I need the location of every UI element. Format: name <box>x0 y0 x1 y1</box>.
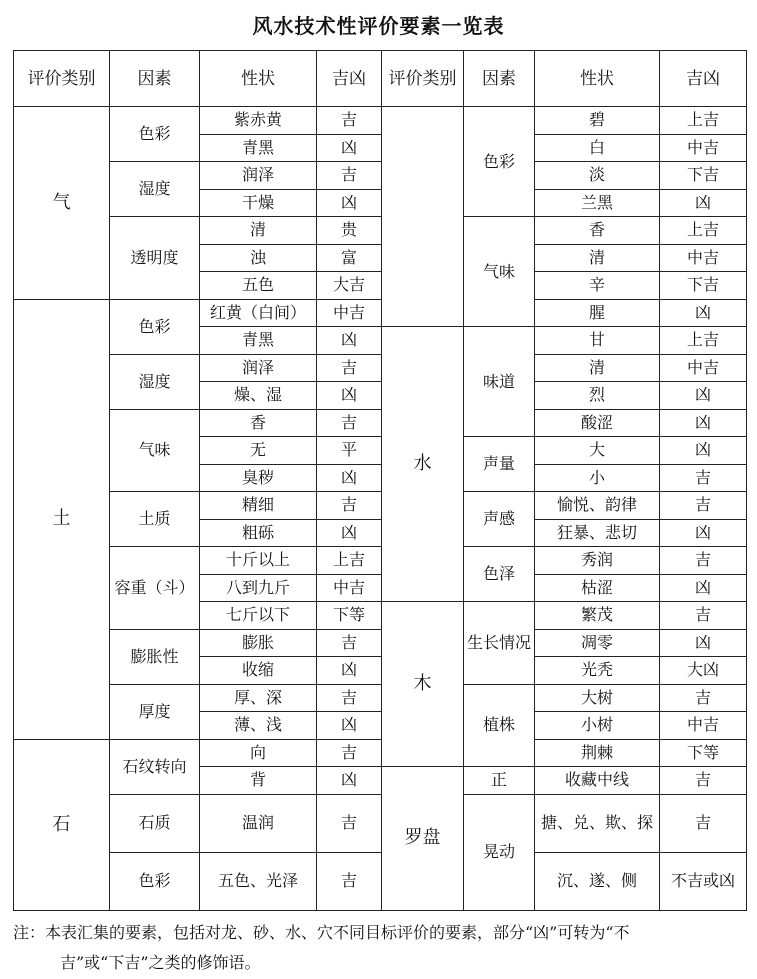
trait-cell: 浊 <box>200 244 317 272</box>
trait-cell: 甘 <box>535 327 660 355</box>
trait-cell: 大树 <box>535 684 660 712</box>
trait-cell: 五色、光泽 <box>200 852 317 910</box>
factor-cell: 声量 <box>464 437 535 492</box>
trait-cell: 枯涩 <box>535 574 660 602</box>
fortune-cell: 平 <box>317 437 382 465</box>
table-row <box>14 629 747 657</box>
fortune-cell: 吉 <box>317 739 382 767</box>
factor-cell: 湿度 <box>110 354 200 409</box>
factor-cell: 石质 <box>110 794 200 852</box>
trait-cell: 淡 <box>535 162 660 190</box>
header-trait: 性状 <box>535 51 660 107</box>
fortune-cell: 中吉 <box>660 244 747 272</box>
trait-cell: 粗砾 <box>200 519 317 547</box>
factor-cell: 色彩 <box>110 107 200 162</box>
factor-cell: 容重（斗） <box>110 547 200 630</box>
table-row <box>14 107 747 135</box>
trait-cell: 温润 <box>200 794 317 852</box>
fortune-cell: 上吉 <box>660 327 747 355</box>
trait-cell: 小 <box>535 464 660 492</box>
fortune-cell: 下吉 <box>660 162 747 190</box>
trait-cell: 收藏中线 <box>535 767 660 795</box>
table-row <box>14 299 747 327</box>
table-row <box>14 547 747 575</box>
trait-cell: 狂暴、悲切 <box>535 519 660 547</box>
trait-cell: 背 <box>200 767 317 795</box>
fortune-cell: 凶 <box>660 437 747 465</box>
fortune-cell: 吉 <box>317 162 382 190</box>
fortune-cell: 凶 <box>317 657 382 685</box>
factor-cell: 气味 <box>110 409 200 492</box>
trait-cell: 愉悦、韵律 <box>535 492 660 520</box>
trait-cell: 酸涩 <box>535 409 660 437</box>
factor-cell: 透明度 <box>110 217 200 300</box>
fortune-cell: 凶 <box>660 189 747 217</box>
trait-cell: 大 <box>535 437 660 465</box>
trait-cell: 润泽 <box>200 162 317 190</box>
fortune-cell: 中吉 <box>660 134 747 162</box>
fortune-cell: 吉 <box>660 794 747 852</box>
header-category: 评价类别 <box>382 51 464 107</box>
factor-cell: 土质 <box>110 492 200 547</box>
header-factor: 因素 <box>464 51 535 107</box>
factor-cell: 厚度 <box>110 684 200 739</box>
trait-cell: 燥、湿 <box>200 382 317 410</box>
fortune-cell: 吉 <box>660 492 747 520</box>
trait-cell: 清 <box>535 244 660 272</box>
trait-cell: 碧 <box>535 107 660 135</box>
trait-cell: 香 <box>200 409 317 437</box>
trait-cell: 干燥 <box>200 189 317 217</box>
factor-cell: 色彩 <box>110 299 200 354</box>
fortune-cell: 大凶 <box>660 657 747 685</box>
fortune-cell: 凶 <box>660 382 747 410</box>
trait-cell: 薄、浅 <box>200 712 317 740</box>
fortune-cell: 吉 <box>317 492 382 520</box>
fortune-cell: 凶 <box>317 519 382 547</box>
trait-cell: 润泽 <box>200 354 317 382</box>
table-row <box>14 684 747 712</box>
factor-cell: 色彩 <box>110 852 200 910</box>
trait-cell: 厚、深 <box>200 684 317 712</box>
fortune-cell: 大吉 <box>317 272 382 300</box>
category-cell: 土 <box>14 299 110 739</box>
category-cell: 石 <box>14 739 110 910</box>
fortune-cell: 下等 <box>317 602 382 630</box>
fortune-cell: 凶 <box>317 382 382 410</box>
fortune-cell: 下吉 <box>660 272 747 300</box>
trait-cell: 白 <box>535 134 660 162</box>
table-row <box>14 217 747 245</box>
factor-cell: 色泽 <box>464 547 535 602</box>
fortune-cell: 凶 <box>660 574 747 602</box>
table-row <box>14 492 747 520</box>
fortune-cell: 吉 <box>317 354 382 382</box>
fortune-cell: 下等 <box>660 739 747 767</box>
fortune-cell: 上吉 <box>317 547 382 575</box>
category-cell: 水 <box>382 327 464 602</box>
header-fortune: 吉凶 <box>660 51 747 107</box>
fortune-cell: 吉 <box>660 767 747 795</box>
trait-cell: 七斤以下 <box>200 602 317 630</box>
fortune-cell: 凶 <box>317 767 382 795</box>
trait-cell: 紫赤黄 <box>200 107 317 135</box>
fortune-cell: 凶 <box>317 189 382 217</box>
fortune-cell: 中吉 <box>660 354 747 382</box>
footnote <box>13 918 743 978</box>
category-cell: 罗盘 <box>382 767 464 911</box>
table-row <box>14 739 747 767</box>
factor-cell: 声感 <box>464 492 535 547</box>
footnote-line-2: 吉”或“下吉”之类的修饰语。 <box>60 953 261 972</box>
trait-cell: 膨胀 <box>200 629 317 657</box>
trait-cell: 青黑 <box>200 134 317 162</box>
header-fortune: 吉凶 <box>317 51 382 107</box>
table-row <box>14 852 747 910</box>
header-row <box>14 51 747 107</box>
factor-cell: 晃动 <box>464 794 535 910</box>
fortune-cell: 吉 <box>317 629 382 657</box>
category-cell: 木 <box>382 602 464 767</box>
evaluation-table <box>13 50 747 911</box>
fortune-cell: 吉 <box>660 547 747 575</box>
factor-cell: 生长情况 <box>464 602 535 685</box>
trait-cell: 小树 <box>535 712 660 740</box>
trait-cell: 香 <box>535 217 660 245</box>
trait-cell: 腥 <box>535 299 660 327</box>
factor-cell: 正 <box>464 767 535 795</box>
trait-cell: 清 <box>200 217 317 245</box>
fortune-cell: 吉 <box>317 409 382 437</box>
trait-cell: 八到九斤 <box>200 574 317 602</box>
fortune-cell: 凶 <box>317 712 382 740</box>
fortune-cell: 上吉 <box>660 107 747 135</box>
trait-cell: 清 <box>535 354 660 382</box>
fortune-cell: 凶 <box>660 519 747 547</box>
fortune-cell: 中吉 <box>660 712 747 740</box>
factor-cell: 气味 <box>464 217 535 327</box>
trait-cell: 凋零 <box>535 629 660 657</box>
trait-cell: 荆棘 <box>535 739 660 767</box>
fortune-cell: 富 <box>317 244 382 272</box>
trait-cell: 十斤以上 <box>200 547 317 575</box>
factor-cell: 石纹转向 <box>110 739 200 794</box>
header-category: 评价类别 <box>14 51 110 107</box>
fortune-cell: 贵 <box>317 217 382 245</box>
trait-cell: 烈 <box>535 382 660 410</box>
fortune-cell: 吉 <box>317 852 382 910</box>
trait-cell: 沉、遂、侧 <box>535 852 660 910</box>
table-row <box>14 162 747 190</box>
trait-cell: 秀润 <box>535 547 660 575</box>
factor-cell: 湿度 <box>110 162 200 217</box>
fortune-cell: 不吉或凶 <box>660 852 747 910</box>
category-cell: 气 <box>14 107 110 300</box>
fortune-cell: 吉 <box>317 794 382 852</box>
footnote-line-1: 注：本表汇集的要素，包括对龙、砂、水、穴不同目标评价的要素，部分“凶”可转为“不 <box>13 923 630 942</box>
table-row <box>14 409 747 437</box>
fortune-cell: 凶 <box>660 299 747 327</box>
trait-cell: 收缩 <box>200 657 317 685</box>
trait-cell: 五色 <box>200 272 317 300</box>
table-row <box>14 794 747 852</box>
fortune-cell: 吉 <box>317 684 382 712</box>
trait-cell: 向 <box>200 739 317 767</box>
fortune-cell: 上吉 <box>660 217 747 245</box>
trait-cell: 搪、兑、欺、探 <box>535 794 660 852</box>
trait-cell: 辛 <box>535 272 660 300</box>
fortune-cell: 吉 <box>660 684 747 712</box>
trait-cell: 光秃 <box>535 657 660 685</box>
fortune-cell: 凶 <box>317 327 382 355</box>
trait-cell: 兰黑 <box>535 189 660 217</box>
fortune-cell: 凶 <box>317 464 382 492</box>
header-trait: 性状 <box>200 51 317 107</box>
factor-cell: 味道 <box>464 327 535 437</box>
factor-cell: 色彩 <box>464 107 535 217</box>
fortune-cell: 凶 <box>660 629 747 657</box>
factor-cell: 植株 <box>464 684 535 767</box>
fortune-cell: 中吉 <box>317 574 382 602</box>
trait-cell: 精细 <box>200 492 317 520</box>
trait-cell: 臭秽 <box>200 464 317 492</box>
trait-cell: 青黑 <box>200 327 317 355</box>
fortune-cell: 凶 <box>317 134 382 162</box>
fortune-cell: 中吉 <box>317 299 382 327</box>
fortune-cell: 吉 <box>660 464 747 492</box>
fortune-cell: 吉 <box>660 602 747 630</box>
category-cell <box>382 107 464 327</box>
trait-cell: 红黄（白间） <box>200 299 317 327</box>
factor-cell: 膨胀性 <box>110 629 200 684</box>
fortune-cell: 吉 <box>317 107 382 135</box>
table-row <box>14 354 747 382</box>
trait-cell: 繁茂 <box>535 602 660 630</box>
table-title: 风水技术性评价要素一览表 <box>252 14 505 38</box>
trait-cell: 无 <box>200 437 317 465</box>
fortune-cell: 凶 <box>660 409 747 437</box>
header-factor: 因素 <box>110 51 200 107</box>
